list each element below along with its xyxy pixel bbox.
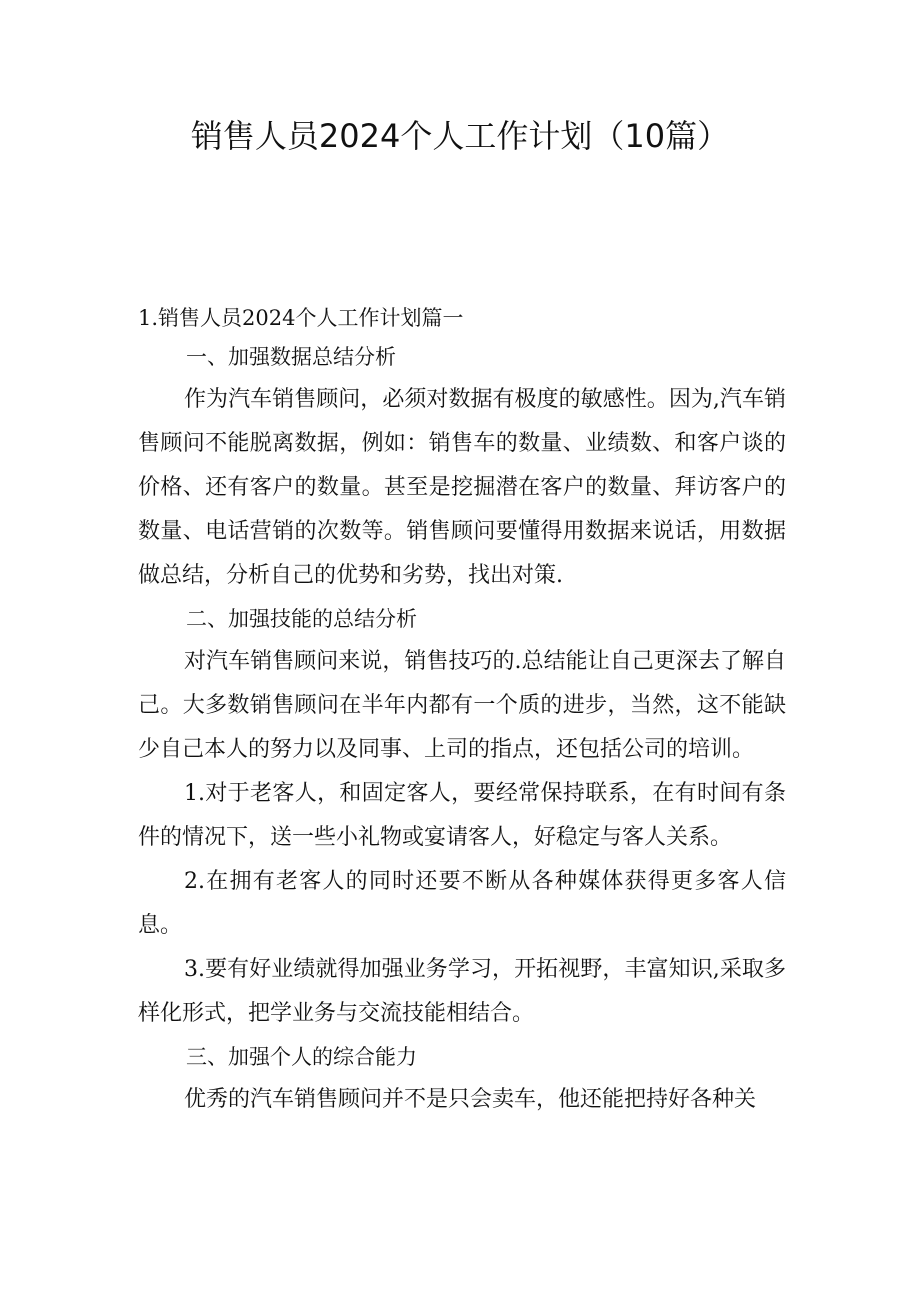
list-item-3: 3.要有好业绩就得加强业务学习，开拓视野，丰富知识,采取多样化形式，把学业务与交流技能相结合。 bbox=[138, 957, 786, 1026]
paragraph-skills-analysis: 对汽车销售顾问来说，销售技巧的.总结能让自己更深去了解自己。大多数销售顾问在半年内都有一个质的进步，当然，这不能缺少自己本人的努力以及同事、上司的指点，还包括公司的培训。 bbox=[138, 649, 786, 762]
document-body bbox=[138, 300, 786, 1122]
document-title: 销售人员2024个人工作计划（10篇） bbox=[190, 117, 730, 155]
subheading-personal-ability: 三、加强个人的综合能力 bbox=[186, 1045, 417, 1069]
subheading-skills-analysis: 二、加强技能的总结分析 bbox=[186, 607, 417, 631]
subheading-data-analysis: 一、加强数据总结分析 bbox=[186, 345, 396, 369]
section-heading: 1.销售人员2024个人工作计划篇一 bbox=[138, 306, 464, 330]
paragraph-personal-ability: 优秀的汽车销售顾问并不是只会卖车，他还能把持好各种关 bbox=[184, 1087, 757, 1112]
paragraph-data-analysis: 作为汽车销售顾问，必须对数据有极度的敏感性。因为,汽车销售顾问不能脱离数据，例如：销售车的数量、业绩数、和客户谈的价格、还有客户的数量。甚至是挖掘潜在客户的数量、拜访客户的数量、电话营销的次数等。销售顾问要懂得用数据来说话，用数据做总结，分析自己的优势和劣势，找出对策. bbox=[138, 387, 786, 588]
list-item-1: 1.对于老客人，和固定客人，要经常保持联系，在有时间有条件的情况下，送一些小礼物或宴请客人，好稳定与客人关系。 bbox=[138, 781, 786, 850]
list-item-2: 2.在拥有老客人的同时还要不断从各种媒体获得更多客人信息。 bbox=[138, 869, 786, 938]
